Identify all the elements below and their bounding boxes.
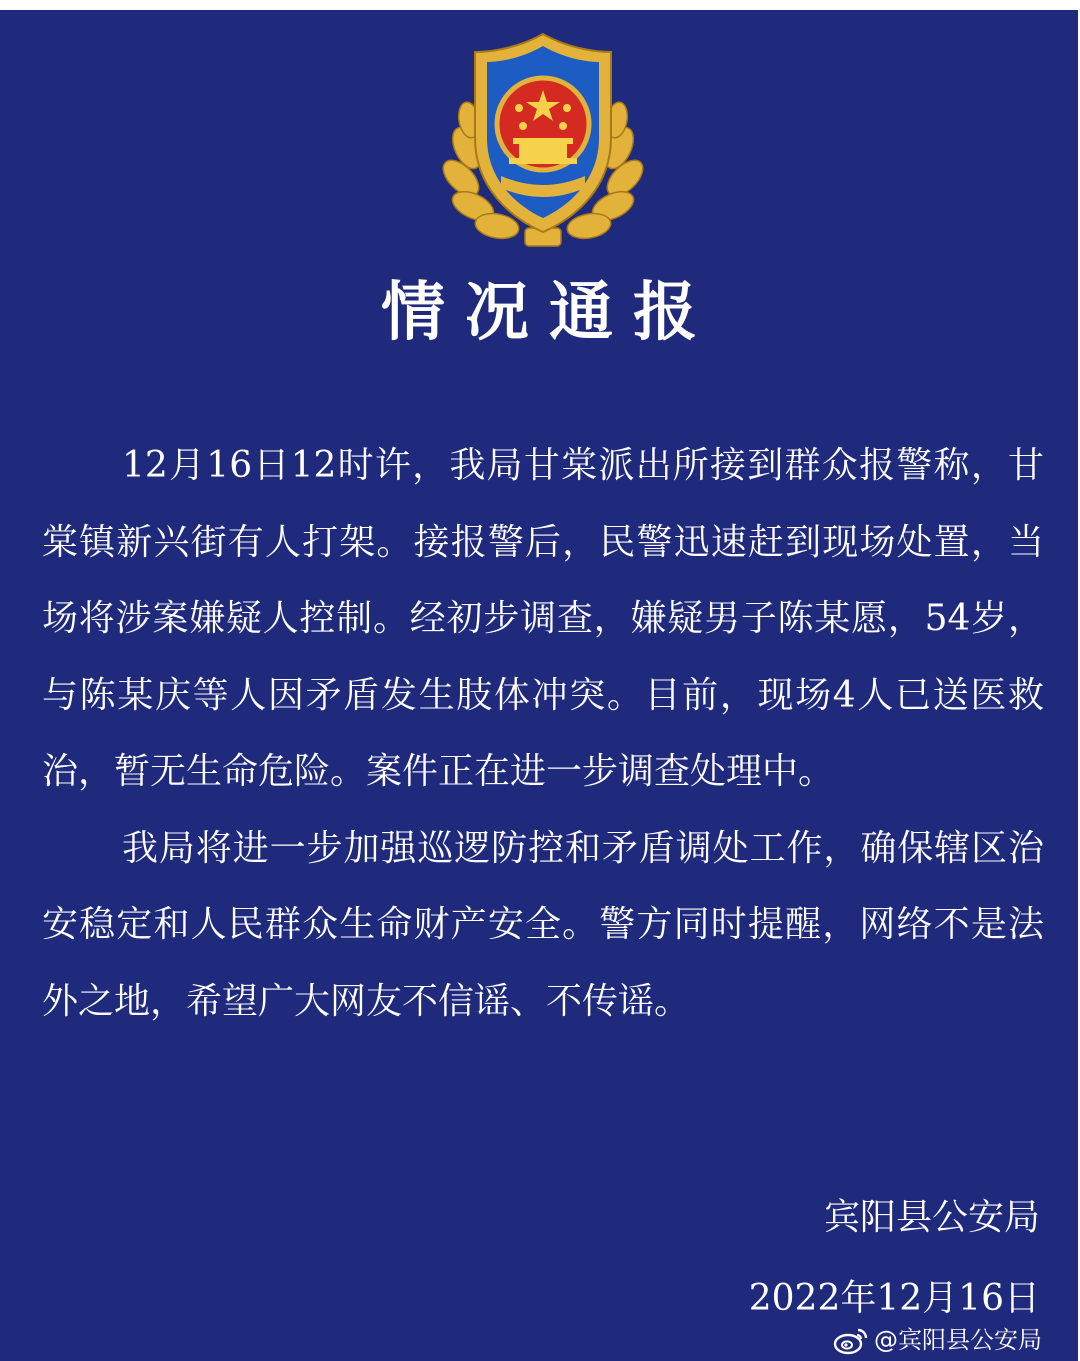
weibo-watermark: [832, 1322, 1042, 1358]
signature-organization: 宾阳县公安局: [823, 1197, 1040, 1238]
paragraph-2: 我局将进一步加强巡逻防控和矛盾调处工作，确保辖区治安稳定和人民群众生命财产安全。警方同时提醒，网络不是法外之地，希望广大网友不信谣、不传谣。: [42, 827, 1044, 1022]
page-title: 情况通报: [381, 276, 717, 350]
watermark-text: @宾阳县公安局: [874, 1326, 1042, 1354]
signature-date: 2022年12月16日: [748, 1278, 1040, 1319]
paragraph-1: 12月16日12时许，我局甘棠派出所接到群众报警称，甘棠镇新兴街有人打架。接报警后，民警迅速赶到现场处置，当场将涉案嫌疑人控制。经初步调查，嫌疑男子陈某愿，54岁，与陈某庆等人因矛盾发生肢体冲突。目前，现场4人已送医救治，暂无生命危险。案件正在进一步调查处理中。: [42, 445, 1044, 792]
weibo-icon: [832, 1324, 870, 1356]
notice-poster: [0, 10, 1078, 1361]
notice-body: [42, 428, 1044, 1040]
police-emblem-icon: [439, 28, 647, 250]
